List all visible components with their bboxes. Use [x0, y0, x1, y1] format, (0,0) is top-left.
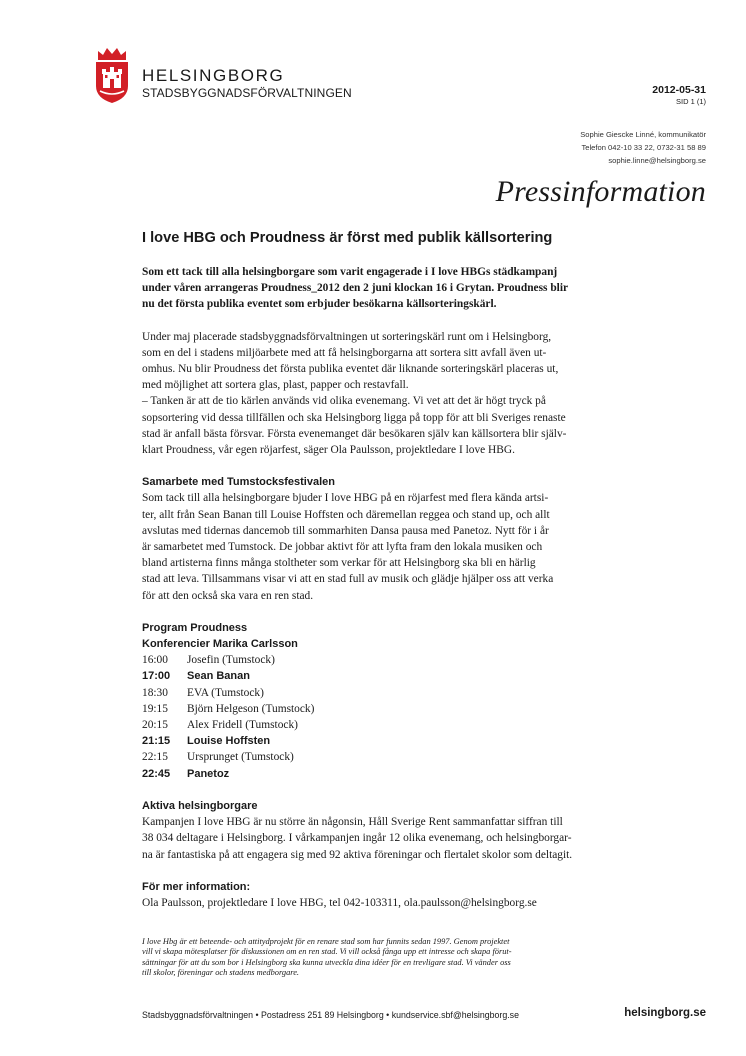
contact-phone: Telefon 042-10 33 22, 0732-31 58 89 [581, 143, 706, 153]
program-act: Alex Fridell (Tumstock) [187, 719, 298, 732]
org-department: STADSBYGGNADSFÖRVALTNINGEN [142, 86, 352, 100]
program-act: Sean Banan [187, 670, 250, 683]
footnote-line: vill vi skapa mötesplatser för diskussionen om en ren stad. Vi vill också fånga upp ett intresse och skapa förut- [142, 947, 512, 957]
program-time: 18:30 [142, 686, 168, 699]
body-line: som en del i stadens miljöarbete med att få helsingborgarna att sortera sitt avfall även ut- [142, 346, 547, 359]
collab-section [142, 474, 612, 604]
footer-address: Stadsbyggnadsförvaltningen • Postadress 251 89 Helsingborg • kundservice.sbf@helsingborg.se [142, 1010, 519, 1020]
program-time: 20:15 [142, 719, 168, 732]
body-line: är samarbetet med Tumstock. De jobbar aktivt för att lyfta fram den lokala musiken och [142, 541, 543, 554]
body-line: stad att leva. Tillsammans visar vi att en stad full av musik och glädje hjälper oss att verka [142, 573, 554, 586]
helsingborg-crest-logo [95, 46, 129, 104]
program-host: Konferencier Marika Carlsson [142, 638, 298, 651]
active-section [142, 798, 612, 863]
body-line: Kampanjen I love HBG är nu större än någonsin, Håll Sverige Rent sammanfattar siffran till [142, 816, 563, 829]
lead-line: Som ett tack till alla helsingborgare som varit engagerade i I love HBGs städkampanj [142, 266, 558, 278]
program-item [142, 668, 612, 684]
info-section [142, 879, 612, 911]
program-act: Josefin (Tumstock) [187, 654, 275, 667]
body-line: bland artisterna finns många stoltheter som verkar för att Helsingborg ska bli en härlig [142, 557, 536, 570]
body-line: för att den också ska vara en ren stad. [142, 589, 314, 602]
body-line: – Tanken är att de tio kärlen används vid olika evenemang. Vi vet att det är högt tryck på [142, 395, 546, 408]
program-time: 21:15 [142, 735, 171, 748]
document-date: 2012-05-31 [652, 84, 706, 96]
body-line: stad är anfall bästa försvar. Första evenemanget där besökaren själv kan källsortera blir själv- [142, 427, 567, 440]
body-paragraph [142, 329, 612, 459]
program-act: Louise Hoffsten [187, 735, 271, 748]
program-act: Ursprunget (Tumstock) [187, 751, 294, 764]
article-lead [142, 264, 612, 313]
body-line: avslutas med tidernas dancemob till sommarhiten Dansa pausa med Panetoz. Nytt för i år [142, 524, 549, 537]
body-line: ter, allt från Sean Banan till Louise Hoffsten och däremellan reggea och stand up, och allt [142, 508, 550, 521]
article-body [142, 264, 612, 911]
body-line: Under maj placerade stadsbyggnadsförvaltningen ut sorteringskärl runt om i Helsingborg, [142, 330, 552, 343]
project-footnote [142, 937, 612, 978]
footnote-line: till skolor, föreningar och stadens medborgare. [142, 967, 300, 977]
program-time: 19:15 [142, 702, 168, 715]
body-line: na är fantastiska på att engagera sig med 92 aktiva föreningar och flertalet skolor som deltagit. [142, 848, 573, 861]
org-brand [142, 67, 352, 100]
program-item [142, 717, 612, 733]
program-act: Björn Helgeson (Tumstock) [187, 702, 315, 715]
body-line: 38 034 deltagare i Helsingborg. I vårkampanjen ingår 12 olika evenemang, och helsingborgar- [142, 832, 572, 845]
contact-email[interactable]: sophie.linne@helsingborg.se [608, 156, 706, 166]
program-item [142, 733, 612, 749]
program-item [142, 766, 612, 782]
contact-name: Sophie Giescke Linné, kommunikatör [580, 130, 706, 139]
program-item [142, 652, 612, 668]
date-block [652, 84, 706, 107]
program-item [142, 749, 612, 765]
section-heading: För mer information: [142, 880, 251, 893]
body-line: klart Proudness, vår egen röjarfest, säger Ola Paulsson, projektledare I love HBG. [142, 444, 515, 457]
program-time: 16:00 [142, 654, 168, 667]
program-item [142, 701, 612, 717]
program-item [142, 685, 612, 701]
body-line: med möjlighet att sortera glas, plast, papper och restavfall. [142, 379, 409, 392]
program-time: 17:00 [142, 670, 171, 683]
document-type-heading: Pressinformation [495, 175, 706, 208]
program-time: 22:15 [142, 751, 168, 764]
program-act: EVA (Tumstock) [187, 686, 264, 699]
body-line: omhus. Nu blir Proudness det första publika eventet där liknande sorteringskärl placeras ut, [142, 363, 559, 376]
footer-website[interactable]: helsingborg.se [624, 1007, 706, 1019]
program-heading: Program Proudness [142, 621, 248, 634]
footnote-line: I love Hbg är ett beteende- och attitydprojekt för en renare stad som har funnits sedan 1997. Genom projektet [142, 937, 510, 946]
program-time: 22:45 [142, 767, 171, 780]
section-heading: Samarbete med Tumstocksfestivalen [142, 476, 335, 489]
page-number: SID 1 (1) [675, 97, 706, 106]
program-section [142, 620, 612, 782]
footnote-line: sättningar för att du som bor i Helsingborg ska kunna utveckla dina idéer för en trevligare stad. Vi vänder oss [142, 957, 511, 967]
article-title: I love HBG och Proudness är först med publik källsortering [142, 230, 553, 246]
info-contact-line: Ola Paulsson, projektledare I love HBG, tel 042-103311, ola.paulsson@helsingborg.se [142, 896, 537, 909]
lead-line: under våren arrangeras Proudness_2012 den 2 juni klockan 16 i Grytan. Proudness blir [142, 282, 569, 295]
contact-block [580, 128, 706, 168]
program-act: Panetoz [187, 767, 230, 780]
section-heading: Aktiva helsingborgare [142, 799, 258, 812]
org-name: HELSINGBORG [142, 66, 285, 85]
body-line: sopsortering vid dessa tillfällen och ska Helsingborg ligga på topp för att bli Sveriges renaste [142, 411, 566, 424]
body-line: Som tack till alla helsingborgare bjuder I love HBG på en röjarfest med flera kända artsi- [142, 492, 549, 505]
lead-line: nu det första publika eventet som erbjuder besökarna källsorteringskärl. [142, 298, 497, 311]
